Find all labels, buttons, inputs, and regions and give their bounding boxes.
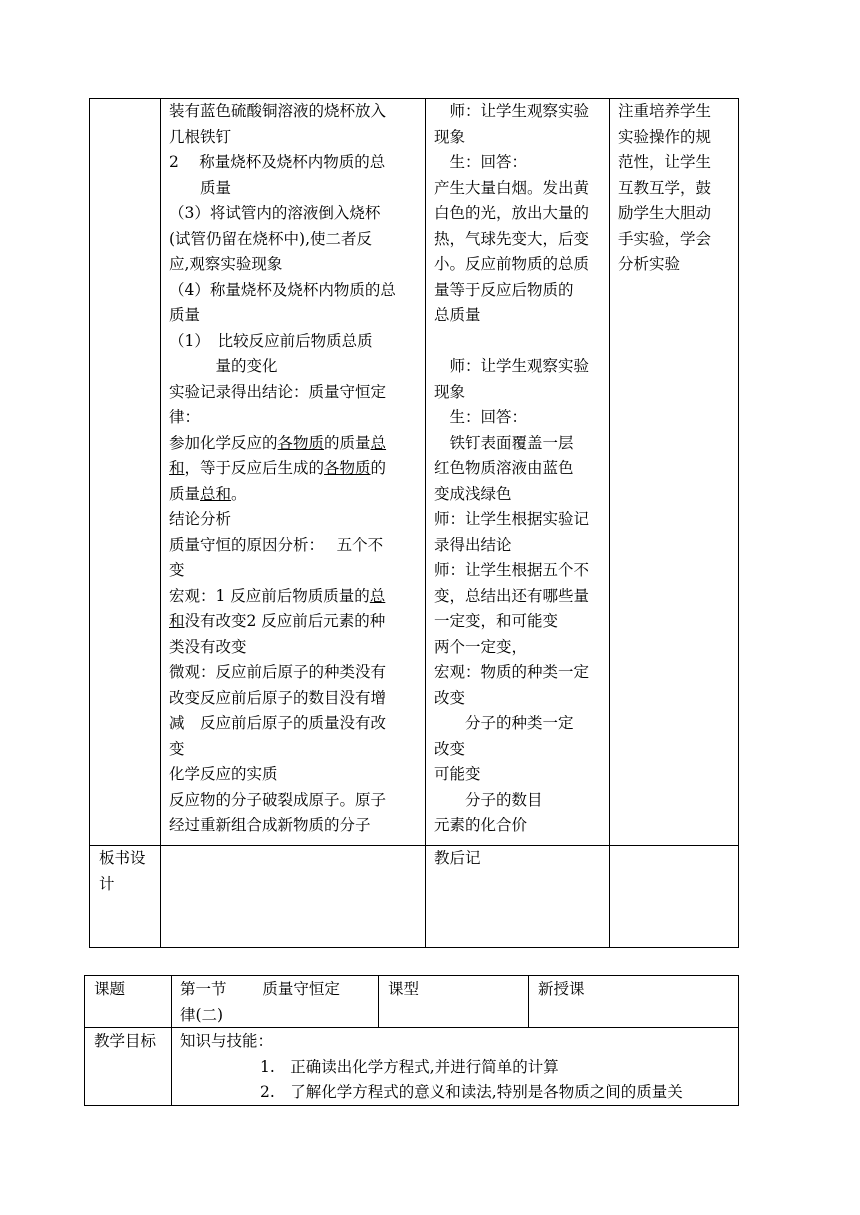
text-line: 改变: [434, 739, 466, 758]
text-line: 范性，让学生: [618, 153, 712, 171]
text-line: [434, 329, 589, 355]
text-line: 新授课: [538, 980, 585, 998]
t2-col-divider-2: [378, 975, 379, 1028]
text-line: 微观：反应前后原子的种类没有: [169, 663, 387, 681]
text-segment: 没有改变2 反应前后元素的种: [184, 612, 386, 630]
text-line: 量等于反应后物质的: [434, 280, 574, 299]
text-line: 几根铁钉: [169, 127, 232, 146]
t2-col-divider-1: [171, 975, 172, 1106]
text-line: 教学目标: [94, 1032, 157, 1050]
text-line: 现象: [434, 127, 466, 146]
text-line: 铁钉表面覆盖一层: [434, 433, 574, 452]
t1-left-border: [89, 98, 90, 948]
text-line: 生：回答：: [434, 408, 528, 426]
underlined-term: 各物质: [277, 433, 325, 452]
t2-top-border: [84, 975, 739, 976]
design-intent-column: [618, 99, 711, 278]
text-segment: 的: [370, 459, 387, 477]
text-line: 红色物质溶液由蓝色: [434, 459, 574, 477]
text-segment: 质量: [169, 484, 201, 503]
text-line: 改变反应前后原子的数目没有增: [169, 688, 387, 707]
topic-value: [180, 977, 340, 1028]
text-line: 变成浅绿色: [434, 484, 512, 503]
text-line: 手实验，学会: [618, 229, 712, 248]
text-line: 律：: [169, 408, 201, 426]
teaching-goal-label: [94, 1029, 156, 1055]
text-line: 白色的光，放出大量的: [434, 204, 590, 222]
text-line: 实验记录得出结论：质量守恒定: [169, 382, 387, 401]
text-line: 师：让学生观察实验: [434, 102, 590, 120]
text-line: 教后记: [434, 849, 481, 867]
t1-right-border: [738, 98, 739, 948]
board-design-label: [99, 846, 146, 897]
underlined-term: 和: [169, 459, 185, 477]
text-line: 板书设: [99, 849, 146, 867]
text-line: 师：让学生根据实验记: [434, 510, 590, 528]
teaching-goal-content: [180, 1029, 683, 1106]
text-line: 经过重新组合成新物质的分子: [169, 816, 371, 834]
text-line: （4）称量烧杯及烧杯内物质的总: [169, 280, 396, 299]
text-segment: 宏观：1 反应前后物质质量的: [169, 586, 370, 605]
text-line: 两个一定变，: [434, 637, 528, 656]
text-line: 变: [169, 739, 185, 758]
text-line: (试管仍留在烧杯中),使二者反: [169, 229, 373, 248]
text-segment: ，等于反应后生成的: [184, 459, 325, 477]
t1-bottom-border: [89, 947, 739, 948]
text-line: 课型: [388, 980, 420, 998]
t1-col-divider-1: [160, 98, 161, 948]
text-line: 反应物的分子破裂成原子。原子: [169, 790, 387, 809]
analysis-title: 结论分析: [169, 510, 232, 528]
text-line: 元素的化合价: [434, 816, 528, 834]
macro-line-2: [169, 609, 396, 635]
law-line-3: [169, 482, 396, 508]
after-class-notes-label: [434, 846, 481, 872]
text-line: 宏观：物质的种类一定: [434, 663, 590, 681]
text-segment: 。: [231, 484, 247, 503]
goal-item: 1. 正确读出化学方程式,并进行简单的计算: [260, 1057, 559, 1076]
text-line: 分子的数目: [434, 790, 543, 809]
text-line: 变，总结出还有哪些量: [434, 586, 590, 605]
text-line: 质量: [169, 306, 201, 324]
text-line: 现象: [434, 382, 466, 401]
activity-column: [434, 99, 589, 839]
lesson-type-label: [388, 977, 419, 1003]
underlined-term: 总: [369, 586, 386, 605]
text-line: 改变: [434, 688, 466, 707]
text-line: 量的变化: [169, 357, 278, 375]
text-segment: 参加化学反应的: [169, 433, 278, 452]
t1-row-divider: [89, 845, 739, 846]
text-line: 2 称量烧杯及烧杯内物质的总: [169, 153, 386, 171]
text-line: 生：回答：: [434, 153, 528, 171]
text-line: 互教互学，鼓: [618, 178, 712, 197]
goal-item: 2. 了解化学方程式的意义和读法,特别是各物质之间的质量关: [260, 1083, 683, 1101]
text-line: 课题: [94, 980, 126, 998]
text-line: 一定变，和可能变: [434, 612, 559, 630]
text-line: 热，气球先变大，后变: [434, 229, 590, 248]
t1-col-divider-3: [609, 98, 610, 948]
text-line: 质量守恒的原因分析： 五个不: [169, 535, 384, 554]
t2-right-border: [738, 975, 739, 1106]
text-line: 分子的种类一定: [434, 714, 574, 732]
text-line: 产生大量白烟。发出黄: [434, 178, 590, 197]
text-line: 化学反应的实质: [169, 765, 278, 783]
law-line-1: [169, 431, 396, 457]
underlined-term: 总: [370, 433, 387, 452]
macro-line-1: [169, 584, 396, 610]
text-line: 变: [169, 561, 185, 579]
text-line: 录得出结论: [434, 535, 512, 554]
text-line: （3）将试管内的溶液倒入烧杯: [169, 204, 381, 222]
t2-row-divider-partial: [378, 1027, 739, 1028]
goal-heading: 知识与技能：: [180, 1032, 274, 1050]
t1-col-divider-2: [425, 98, 426, 948]
text-line: 计: [99, 874, 115, 893]
text-line: 师：让学生根据五个不: [434, 561, 590, 579]
text-line: 第一节 质量守恒定: [180, 980, 340, 998]
procedure-column: [169, 99, 396, 839]
underlined-term: 总和: [200, 484, 232, 503]
text-line: 可能变: [434, 765, 481, 783]
text-line: 实验操作的规: [618, 127, 712, 146]
underlined-term: 和: [169, 612, 185, 630]
text-line: 注重培养学生: [618, 102, 712, 120]
text-segment: 的质量: [324, 433, 371, 452]
text-line: 励学生大胆动: [618, 204, 712, 222]
text-line: 小。反应前物质的总质: [434, 255, 590, 273]
text-line: 师：让学生观察实验: [434, 357, 590, 375]
law-line-2: [169, 456, 396, 482]
text-line: 律(二): [180, 1005, 224, 1024]
text-line: 质量: [169, 178, 232, 197]
t2-left-border: [84, 975, 85, 1106]
text-line: 减 反应前后原子的质量没有改: [169, 714, 387, 732]
text-line: （1） 比较反应前后物质总质: [169, 331, 373, 350]
text-line: 分析实验: [618, 255, 681, 273]
text-line: 总质量: [434, 306, 481, 324]
t2-col-divider-3: [528, 975, 529, 1028]
lesson-type-value: [538, 977, 585, 1003]
text-line: 装有蓝色硫酸铜溶液的烧杯放入: [169, 102, 387, 120]
text-line: 应,观察实验现象: [169, 255, 283, 273]
text-line: 类没有改变: [169, 637, 247, 656]
underlined-term: 各物质: [324, 459, 371, 477]
topic-label: [94, 977, 125, 1003]
